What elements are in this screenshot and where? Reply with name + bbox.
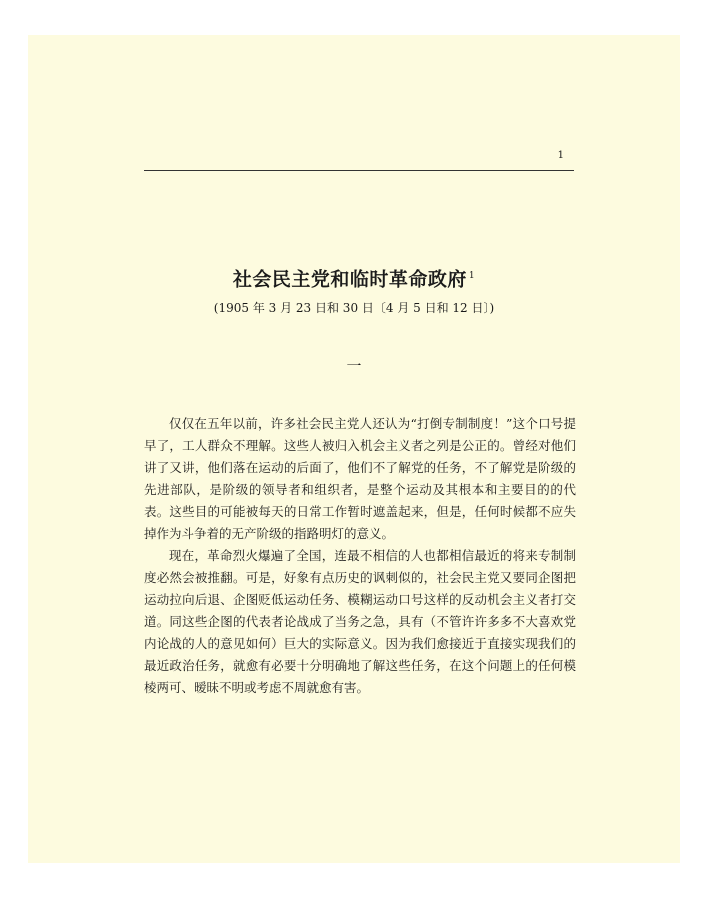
footnote-marker[interactable]: 1 — [468, 271, 476, 281]
paragraph-1: 仅仅在五年以前，许多社会民主党人还认为“打倒专制制度！”这个口号提早了，工人群众不理解。这些人被归入机会主义者之列是公正的。曾经对他们讲了又讲，他们落在运动的后面了，他们不了解党的任务，不了解党是阶级的先进部队，是阶级的领导者和组织者，是整个运动及其根本和主要目的的代表。这些目的可能被每天的日常工作暂时遮盖起来，但是，任何时候都不应失掉作为斗争着的无产阶级的指路明灯的意义。 — [144, 416, 576, 541]
article-title-text: 社会民主党和临时革命政府 — [232, 268, 467, 291]
body-text — [144, 413, 576, 699]
page-number: 1 — [557, 150, 564, 161]
paragraph-2: 现在，革命烈火爆遍了全国，连最不相信的人也都相信最近的将来专制制度必然会被推翻。可是，好象有点历史的讽刺似的，社会民主党又要同企图把运动拉向后退、企图贬低运动任务、模糊运动口号这样的反动机会主义者打交道。同这些企图的代表者论战成了当务之急，具有（不管许许多多不大喜欢党内论战的人的意见如何）巨大的实际意义。因为我们愈接近于直接实现我们的最近政治任务，就愈有必要十分明确地了解这些任务，在这个问题上的任何模棱两可、暧昧不明或考虑不周就愈有害。 — [144, 548, 576, 695]
running-header — [144, 150, 574, 171]
date-line: (1905 年 3 月 23 日和 30 日〔4 月 5 日和 12 日〕) — [213, 301, 495, 315]
section-number: 一 — [346, 357, 362, 375]
article-title — [0, 263, 708, 292]
